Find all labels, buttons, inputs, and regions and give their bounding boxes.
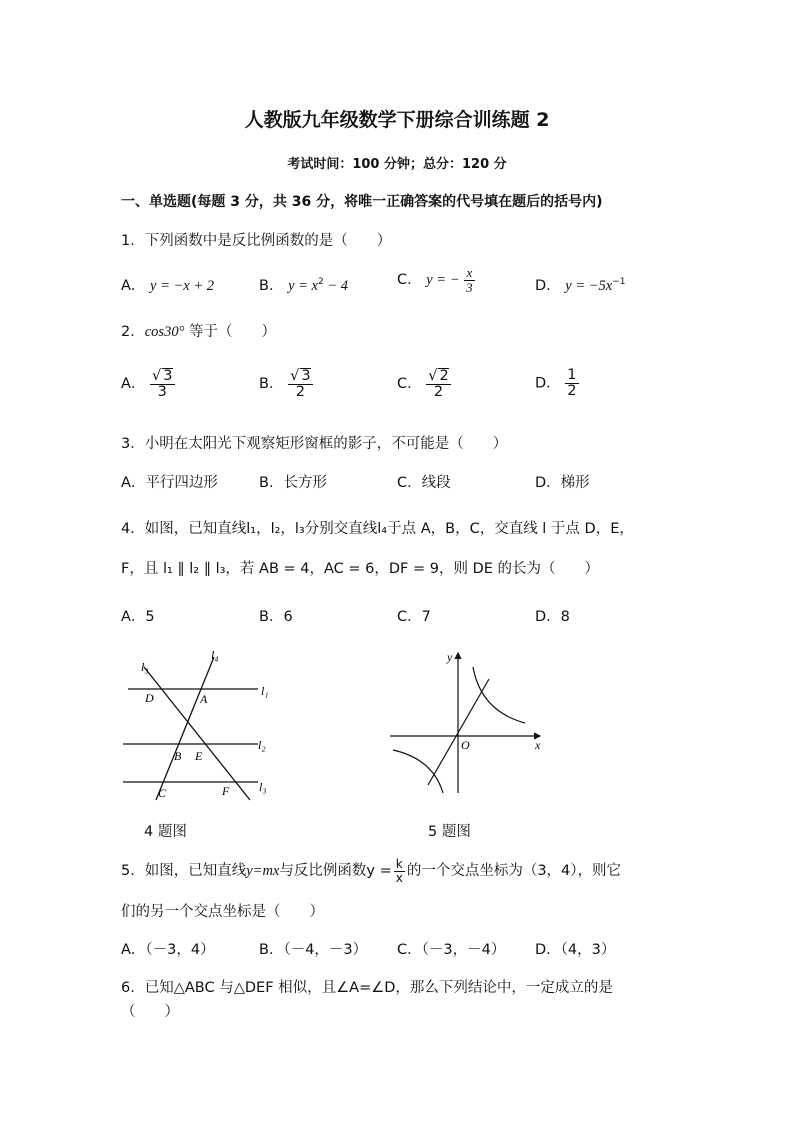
q2-option-c (397, 368, 451, 400)
q1-option-c (397, 266, 475, 294)
q1-option-b (259, 274, 348, 295)
root-sign: √ (152, 368, 162, 384)
q1-b-tail: − 4 (323, 278, 348, 294)
q1-c-pre: y = − (426, 272, 460, 289)
q2-c-rad: 2 (439, 368, 449, 384)
q5-line1 (121, 858, 621, 884)
q1-option-a (121, 274, 214, 295)
q6-line1: 6．已知△ABC 与△DEF 相似，且∠A=∠D，那么下列结论中，一定成立的是 (121, 980, 613, 996)
q4-option-a: A．5 (121, 609, 155, 625)
q2-num: 2． (121, 324, 145, 340)
figure-5-caption: 5 题图 (428, 824, 471, 840)
q2-option-a (121, 368, 175, 400)
figure-5-graph (385, 645, 555, 805)
hyperbola-branch-1 (473, 667, 525, 723)
figure-4-parallel-lines (118, 645, 288, 805)
option-label: C． (397, 376, 422, 393)
option-label: A． (121, 278, 146, 294)
q1-a-expr: y = −x + 2 (150, 278, 215, 294)
label-C: C (158, 786, 167, 800)
q5-line2: 们的另一个交点坐标是（ ） (121, 904, 324, 920)
label-x: x (535, 738, 541, 752)
label-l1: l₁ (261, 684, 269, 698)
option-label: D． (535, 375, 561, 392)
q1-c-den: 3 (466, 279, 473, 295)
q5-option-c: C．（－3，－4） (397, 942, 506, 958)
q5-den: x (395, 870, 403, 885)
q5-option-a: A．（－3，4） (121, 942, 215, 958)
q5-option-b: B．（－4，－3） (259, 942, 368, 958)
line-l (144, 667, 250, 800)
label-A: A (200, 692, 208, 706)
option-label: A． (121, 376, 146, 393)
label-O: O (461, 738, 470, 752)
q3-option-d: D．梯形 (535, 475, 590, 491)
q4-option-b: B．6 (259, 609, 293, 625)
q1-d-base: y = −5x (565, 278, 613, 294)
q5-pre: 5．如图，已知直线 (121, 863, 247, 880)
q2-b-den: 2 (295, 384, 305, 401)
q3-option-b: B．长方形 (259, 475, 327, 491)
q1-b-exp: 2 (317, 277, 324, 288)
q2-a-den: 3 (157, 384, 167, 401)
q2-cos: cos30° (144, 324, 185, 340)
figure-4-caption: 4 题图 (144, 824, 187, 840)
q3-stem: 3．小明在太阳光下观察矩形窗框的影子，不可能是（ ） (121, 436, 508, 452)
q4-line1: 4．如图，已知直线l₁，l₂，l₃分别交直线l₄于点 A，B，C，交直线 l 于点 D，E， (121, 521, 634, 537)
label-D: D (145, 691, 154, 705)
section-heading: 一、单选题(每题 3 分，共 36 分，将唯一正确答案的代号填在题后的括号内) (121, 194, 603, 210)
option-label: D． (535, 278, 561, 294)
q1-stem: 1．下列函数中是反比例函数的是（ ） (121, 233, 392, 249)
q5-num: k (394, 858, 405, 872)
label-B: B (174, 749, 182, 763)
q3-option-a: A．平行四边形 (121, 475, 218, 491)
q2-option-b (259, 368, 313, 400)
q2-stem (121, 320, 276, 341)
q3-option-c: C．线段 (397, 475, 451, 491)
label-l3-right: l₃ (259, 780, 267, 794)
label-F: F (222, 784, 230, 798)
q2-b-rad: 3 (301, 368, 311, 384)
q2-d-num: 1 (567, 367, 577, 383)
label-y: y (447, 650, 453, 664)
exam-info: 考试时间：100 分钟；总分：120 分 (287, 157, 507, 172)
q1-option-d (535, 274, 626, 295)
q5-mid: 与反比例函数 (279, 863, 367, 880)
q2-tail: 等于（ ） (184, 324, 276, 340)
q5-option-d: D．（4，3） (535, 942, 616, 958)
label-E: E (195, 749, 203, 763)
q5-line-eq: y=mx (246, 863, 280, 880)
label-l2: l₂ (258, 738, 266, 752)
root-sign: √ (428, 368, 438, 384)
q1-d-exp: −1 (612, 277, 626, 288)
root-sign: √ (290, 368, 300, 384)
line-l4 (156, 657, 214, 800)
q4-line2: F，且 l₁ ∥ l₂ ∥ l₃，若 AB = 4，AC = 6，DF = 9，则 DE 的长为（ ） (121, 561, 600, 577)
q4-option-c: C．7 (397, 609, 431, 625)
q2-d-den: 2 (567, 383, 577, 400)
q2-c-den: 2 (433, 384, 444, 401)
option-label: B． (259, 376, 284, 393)
option-label: B． (259, 278, 284, 294)
q2-option-d (535, 368, 579, 399)
option-label: C． (397, 272, 422, 289)
q1-b-base: y = x (288, 278, 318, 294)
q5-yeq: y = (366, 863, 392, 880)
page-title: 人教版九年级数学下册综合训练题 2 (244, 109, 550, 131)
q6-line2: （ ） (121, 1004, 179, 1020)
label-l4: l₄ (211, 648, 219, 662)
label-l3-top: l₃ (141, 660, 149, 674)
q1-c-num: x (464, 266, 475, 281)
q4-option-d: D．8 (535, 609, 570, 625)
q5-post: 的一个交点坐标为（3，4），则它 (406, 863, 622, 880)
q2-a-rad: 3 (163, 368, 173, 384)
